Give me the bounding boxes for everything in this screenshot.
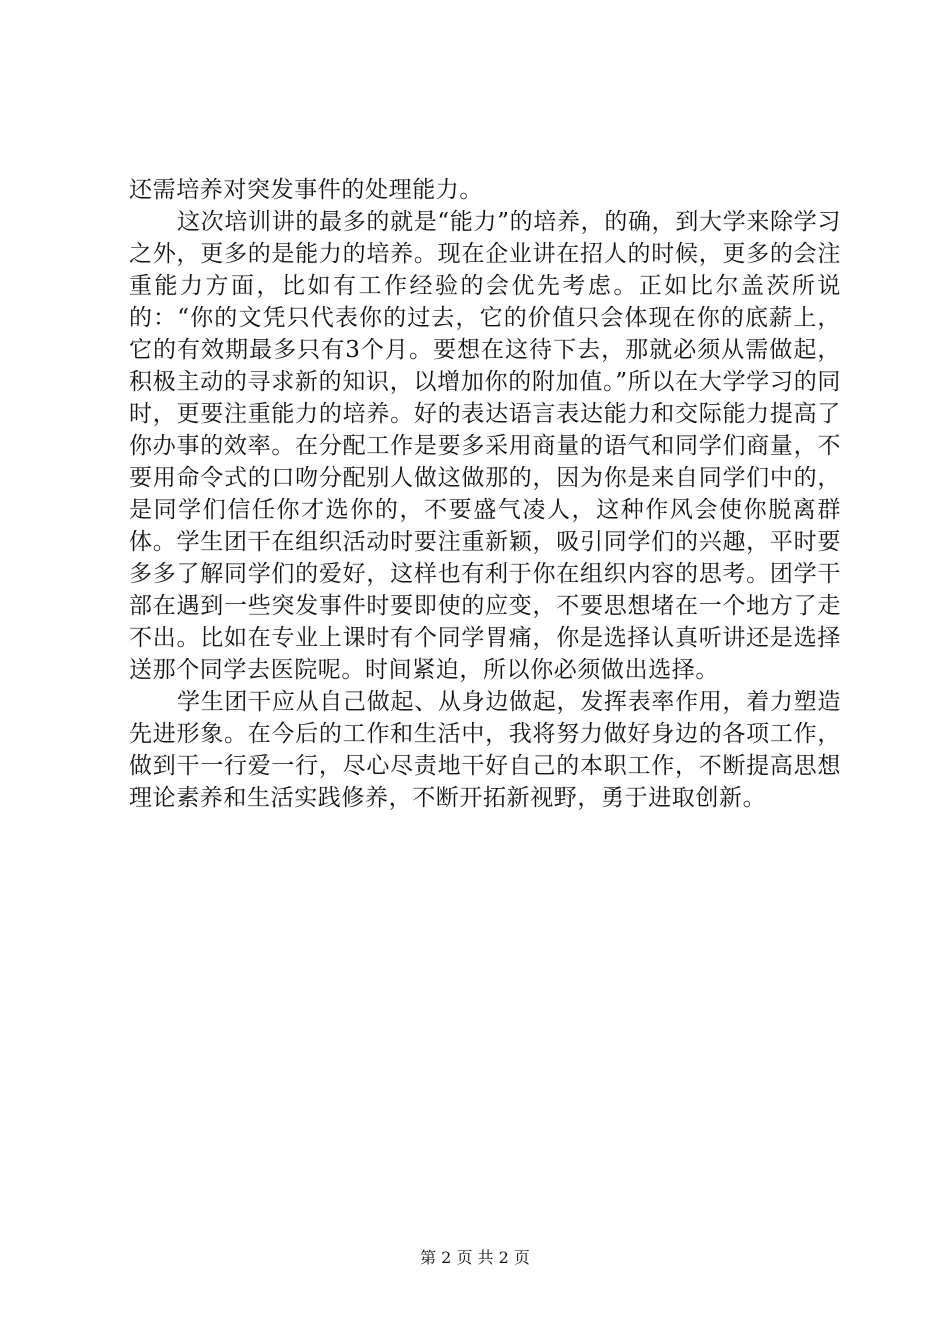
paragraph-continuation: 还需培养对突发事件的处理能力。 [129, 177, 483, 203]
paragraph-training-ability: 这次培训讲的最多的就是“能力”的培养，的确，到大学来除学习之外，更多的是能力的培养。现在企业讲在招人的时候，更多的会注重能力方面，比如有工作经验的会优先考虑。正如比尔盖茨所说的：“你的文凭只代表你的过去，它的价值只会体现在你的底薪上，它的有效期最多只有3个月。要想在这待下去，那就必须从需做起，积极主动的寻求新的知识，以增加你的附加值。”所以在大学学习的同时，更要注重能力的培养。好的表达语言表达能力和交际能力提高了你办事的效率。在分配工作是要多采用商量的语气和同学们商量，不要用命令式的口吻分配别人做这做那的，因为你是来自同学们中的，是同学们信任你才选你的，不要盛气凌人，这种作风会使你脱离群体。学生团干在组织活动时要注重新颖，吸引同学们的兴趣，平时要多多了解同学们的爱好，这样也有利于你在组织内容的思考。团学干部在遇到一些突发事件时要即使的应变，不要思想堵在一个地方了走不出。比如在专业上课时有个同学胃痛，你是选择认真听讲还是选择送那个同学去医院呢。时间紧迫，所以你必须做出选择。 [129, 209, 841, 683]
document-body [129, 174, 841, 814]
paragraph-conclusion: 学生团干应从自己做起、从身边做起，发挥表率作用，着力塑造先进形象。在今后的工作和生活中，我将努力做好身边的各项工作，做到干一行爱一行，尽心尽责地干好自己的本职工作，不断提高思想理论素养和生活实践修养，不断开拓新视野，勇于进取创新。 [129, 689, 841, 811]
page-number-footer: 第 2 页 共 2 页 [420, 1248, 530, 1267]
